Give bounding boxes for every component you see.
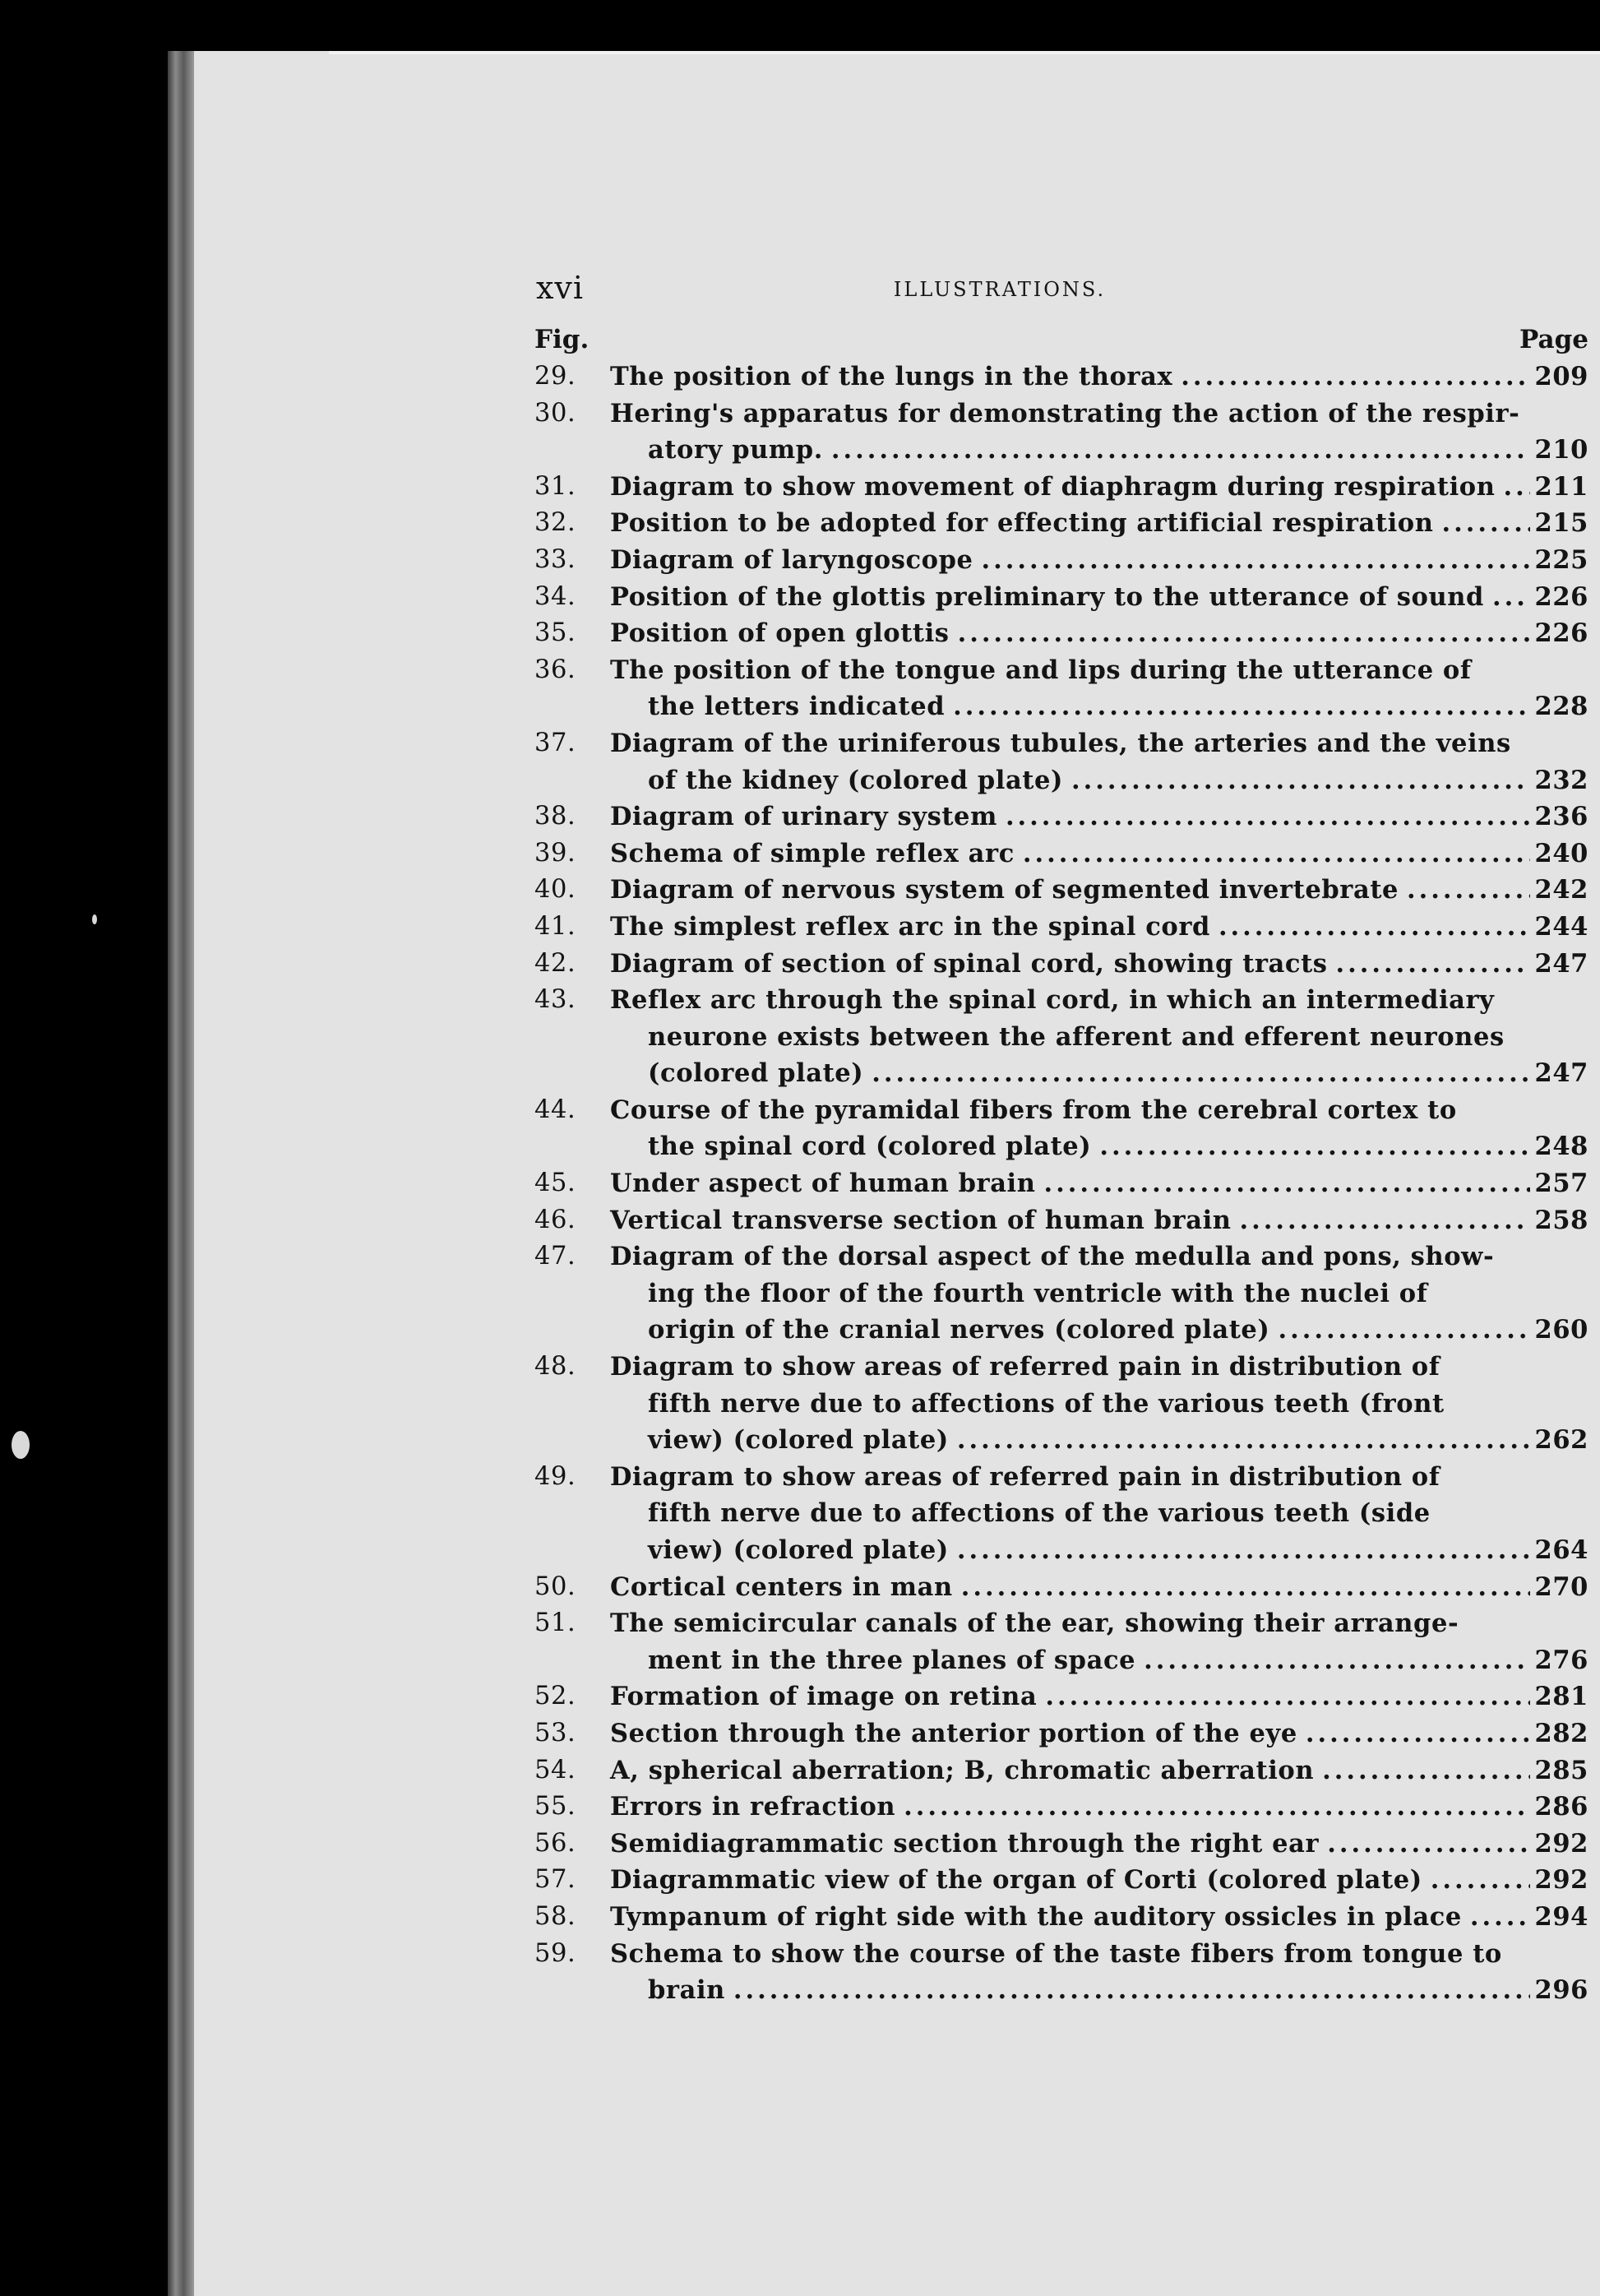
dot-leader	[1327, 1826, 1529, 1863]
caption-text: Errors in refraction	[610, 1792, 896, 1822]
figure-number: 50.	[534, 1572, 576, 1601]
dot-leader	[1407, 872, 1529, 909]
dot-leader	[1240, 1202, 1530, 1239]
page-number: 225	[1534, 544, 1588, 575]
page-number: 211	[1534, 471, 1588, 502]
page-number: 210	[1534, 435, 1588, 465]
caption-text: fifth nerve due to affections of the various teeth (front	[648, 1388, 1445, 1419]
figure-number: 31.	[534, 471, 576, 501]
figure-number: 41.	[534, 911, 576, 941]
caption-text: Section through the anterior portion of the eye	[610, 1718, 1297, 1748]
page-number: 232	[1534, 765, 1588, 795]
fig-column-label: Fig.	[534, 325, 590, 354]
dot-leader	[961, 1569, 1530, 1606]
dot-leader	[1006, 799, 1530, 836]
figure-number: 53.	[534, 1718, 576, 1747]
list-item	[534, 836, 1588, 873]
figure-number: 57.	[534, 1865, 576, 1895]
page-number: 215	[1534, 508, 1588, 539]
caption-line	[610, 1312, 1588, 1349]
caption-text: fifth nerve due to affections of the various teeth (side	[648, 1498, 1431, 1529]
caption-line	[610, 1386, 1588, 1423]
entry-caption	[610, 1349, 1588, 1459]
caption-text: the letters indicated	[648, 692, 946, 722]
page-number: 209	[1534, 362, 1588, 391]
dot-leader	[904, 1789, 1529, 1826]
entry-caption	[610, 1165, 1588, 1202]
caption-line	[610, 1752, 1588, 1789]
caption-text: Schema to show the course of the taste fibers from tongue to	[610, 1938, 1502, 1969]
dot-leader	[958, 615, 1530, 652]
entry-caption	[610, 799, 1588, 836]
list-item	[534, 982, 1588, 1092]
page-number: 240	[1534, 838, 1588, 868]
caption-text: view) (colored plate)	[648, 1535, 949, 1565]
entry-caption	[610, 1752, 1588, 1789]
figure-number: 55.	[534, 1792, 576, 1822]
list-item	[534, 1349, 1588, 1459]
caption-line	[610, 652, 1588, 689]
dot-leader	[1218, 909, 1530, 946]
caption-line	[610, 432, 1588, 469]
list-item	[534, 1202, 1588, 1239]
caption-text: Position of the glottis preliminary to the utterance of sound	[610, 581, 1484, 612]
list-item	[534, 872, 1588, 909]
caption-line	[610, 579, 1588, 616]
entry-caption	[610, 1569, 1588, 1606]
list-item	[534, 1826, 1588, 1863]
dot-leader	[1431, 1862, 1530, 1899]
list-item	[534, 1092, 1588, 1165]
list-item	[534, 505, 1588, 542]
illustration-list	[534, 359, 1588, 2009]
caption-line	[610, 1055, 1588, 1092]
figure-number: 42.	[534, 948, 576, 978]
dot-leader	[1306, 1715, 1530, 1752]
caption-line	[610, 982, 1588, 1019]
page-number: 247	[1534, 948, 1588, 979]
caption-line	[610, 1936, 1588, 1973]
figure-number: 39.	[534, 838, 576, 868]
page-number: 292	[1534, 1828, 1588, 1859]
section-title: ILLUSTRATIONS.	[893, 278, 1107, 301]
entry-caption	[610, 1936, 1588, 2009]
dot-leader	[1045, 1678, 1529, 1715]
list-item	[534, 1752, 1588, 1789]
figure-number: 52.	[534, 1682, 576, 1711]
entry-caption	[610, 1789, 1588, 1826]
caption-text: Reflex arc through the spinal cord, in which an intermediary	[610, 985, 1495, 1016]
page-number: 258	[1534, 1205, 1588, 1235]
entry-caption	[610, 1899, 1588, 1936]
caption-line	[610, 1165, 1588, 1202]
figure-number: 56.	[534, 1828, 576, 1858]
page-top-edge	[329, 51, 1600, 54]
page-number: 285	[1534, 1755, 1588, 1785]
list-item	[534, 1678, 1588, 1715]
caption-line	[610, 836, 1588, 873]
dot-leader	[831, 432, 1530, 469]
dot-leader	[1099, 1128, 1529, 1165]
list-item	[534, 1238, 1588, 1349]
caption-text: Schema of simple reflex arc	[610, 838, 1015, 868]
list-item	[534, 542, 1588, 579]
scan-speck	[12, 1431, 30, 1459]
page-number: 260	[1534, 1315, 1588, 1345]
entry-caption	[610, 505, 1588, 542]
list-item	[534, 1789, 1588, 1826]
list-item	[534, 652, 1588, 725]
dot-leader	[872, 1055, 1529, 1092]
figure-number: 51.	[534, 1609, 576, 1638]
caption-text: origin of the cranial nerves (colored plate)	[648, 1315, 1270, 1345]
caption-text: Diagram of nervous system of segmented invertebrate	[610, 875, 1399, 905]
caption-text: brain	[648, 1975, 725, 2006]
list-item	[534, 1899, 1588, 1936]
page-number: 248	[1534, 1132, 1588, 1162]
figure-number: 48.	[534, 1352, 576, 1382]
caption-text: ing the floor of the fourth ventricle with the nuclei of	[648, 1278, 1428, 1308]
caption-line	[610, 1789, 1588, 1826]
caption-line	[610, 1238, 1588, 1275]
caption-line	[610, 872, 1588, 909]
caption-text: Diagram to show areas of referred pain in distribution of	[610, 1352, 1440, 1382]
caption-line	[610, 1495, 1588, 1532]
caption-line	[610, 762, 1588, 799]
page-number: 236	[1534, 802, 1588, 832]
caption-line	[610, 542, 1588, 579]
list-item	[534, 1459, 1588, 1569]
entry-caption	[610, 615, 1588, 652]
entry-caption	[610, 1862, 1588, 1899]
dot-leader	[957, 1532, 1530, 1569]
list-item	[534, 799, 1588, 836]
page-number: 226	[1534, 618, 1588, 649]
caption-line	[610, 1826, 1588, 1863]
figure-number: 43.	[534, 985, 576, 1015]
dot-leader	[1442, 505, 1530, 542]
dot-leader	[1181, 359, 1529, 396]
running-head	[534, 270, 1588, 316]
caption-text: Formation of image on retina	[610, 1682, 1038, 1712]
caption-line	[610, 725, 1588, 762]
list-item	[534, 909, 1588, 946]
figure-number: 32.	[534, 508, 576, 538]
caption-line	[610, 909, 1588, 946]
caption-line	[610, 946, 1588, 983]
page-number: 228	[1534, 692, 1588, 722]
list-item	[534, 946, 1588, 983]
entry-caption	[610, 1826, 1588, 1863]
entry-caption	[610, 359, 1588, 396]
caption-text: the spinal cord (colored plate)	[648, 1132, 1092, 1162]
page-column-label: Page	[1519, 325, 1588, 354]
caption-line	[610, 1899, 1588, 1936]
entry-caption	[610, 836, 1588, 873]
caption-text: The position of the tongue and lips during the utterance of	[610, 655, 1472, 685]
dot-leader	[1322, 1752, 1529, 1789]
caption-line	[610, 1532, 1588, 1569]
entry-caption	[610, 396, 1588, 469]
dot-leader	[1504, 469, 1530, 506]
page-number: 270	[1534, 1572, 1588, 1602]
caption-line	[610, 1128, 1588, 1165]
list-item	[534, 469, 1588, 506]
figure-number: 58.	[534, 1901, 576, 1931]
dot-leader	[953, 688, 1529, 725]
list-item	[534, 725, 1588, 799]
caption-line	[610, 1019, 1588, 1056]
caption-line	[610, 1862, 1588, 1899]
figure-number: 36.	[534, 655, 576, 684]
caption-text: The position of the lungs in the thorax	[610, 362, 1173, 391]
figure-number: 47.	[534, 1242, 576, 1271]
page-number: 244	[1534, 911, 1588, 942]
dot-leader	[957, 1422, 1530, 1459]
dot-leader	[1144, 1642, 1529, 1679]
entry-caption	[610, 652, 1588, 725]
page-number: 296	[1534, 1975, 1588, 2006]
caption-line	[610, 615, 1588, 652]
entry-caption	[610, 982, 1588, 1092]
dot-leader	[1278, 1312, 1529, 1349]
entry-caption	[610, 872, 1588, 909]
caption-text: Diagram to show movement of diaphragm during respiration	[610, 471, 1496, 502]
caption-text: Cortical centers in man	[610, 1572, 953, 1602]
page-number: 262	[1534, 1425, 1588, 1456]
entry-caption	[610, 1605, 1588, 1678]
caption-text: A, spherical aberration; B, chromatic aberration	[610, 1755, 1315, 1785]
caption-line	[610, 1605, 1588, 1642]
caption-text: Course of the pyramidal fibers from the cerebral cortex to	[610, 1095, 1457, 1125]
caption-line	[610, 505, 1588, 542]
page-number: 286	[1534, 1792, 1588, 1822]
list-item	[534, 1862, 1588, 1899]
entry-caption	[610, 909, 1588, 946]
page-number: 247	[1534, 1058, 1588, 1089]
dot-leader	[733, 1972, 1530, 2009]
caption-line	[610, 1459, 1588, 1496]
caption-line	[610, 1715, 1588, 1752]
column-headings	[534, 321, 1588, 359]
dot-leader	[1044, 1165, 1530, 1202]
caption-text: Diagrammatic view of the organ of Corti (colored plate)	[610, 1865, 1422, 1896]
caption-line	[610, 799, 1588, 836]
figure-number: 30.	[534, 398, 576, 428]
entry-caption	[610, 1202, 1588, 1239]
caption-text: Hering's apparatus for demonstrating the action of the respir-	[610, 398, 1520, 428]
figure-number: 35.	[534, 618, 576, 648]
caption-text: The semicircular canals of the ear, showing their arrange-	[610, 1609, 1459, 1639]
entry-caption	[610, 469, 1588, 506]
dot-leader	[1023, 836, 1530, 873]
figure-number: 54.	[534, 1755, 576, 1784]
page-number: 282	[1534, 1718, 1588, 1748]
caption-line	[610, 1092, 1588, 1129]
illustrations-list-page	[534, 270, 1588, 2009]
entry-caption	[610, 1678, 1588, 1715]
list-item	[534, 1569, 1588, 1606]
entry-caption	[610, 579, 1588, 616]
caption-text: (colored plate)	[648, 1058, 864, 1089]
page-number: 257	[1534, 1169, 1588, 1199]
figure-number: 49.	[534, 1461, 576, 1491]
page-number: 292	[1534, 1865, 1588, 1896]
entry-caption	[610, 725, 1588, 799]
entry-caption	[610, 1238, 1588, 1349]
list-item	[534, 1165, 1588, 1202]
caption-line	[610, 1678, 1588, 1715]
entry-caption	[610, 1459, 1588, 1569]
caption-line	[610, 469, 1588, 506]
dot-leader	[1492, 579, 1530, 616]
caption-text: Vertical transverse section of human brain	[610, 1205, 1232, 1235]
caption-line	[610, 359, 1588, 396]
caption-text: Tympanum of right side with the auditory ossicles in place	[610, 1901, 1462, 1932]
list-item	[534, 615, 1588, 652]
figure-number: 38.	[534, 802, 576, 831]
entry-caption	[610, 1092, 1588, 1165]
figure-number: 34.	[534, 581, 576, 611]
list-item	[534, 1715, 1588, 1752]
caption-text: Diagram of section of spinal cord, showing tracts	[610, 948, 1328, 979]
caption-line	[610, 1202, 1588, 1239]
dot-leader	[1336, 946, 1530, 983]
caption-line	[610, 396, 1588, 433]
caption-text: Diagram of urinary system	[610, 802, 997, 832]
book-spine-edge	[168, 51, 194, 2296]
caption-text: ment in the three planes of space	[648, 1645, 1136, 1675]
figure-number: 45.	[534, 1169, 576, 1198]
figure-number: 59.	[534, 1938, 576, 1968]
list-item	[534, 396, 1588, 469]
entry-caption	[610, 1715, 1588, 1752]
page-number: 242	[1534, 875, 1588, 905]
figure-number: 37.	[534, 728, 576, 757]
caption-text: view) (colored plate)	[648, 1425, 949, 1456]
figure-number: 40.	[534, 875, 576, 905]
caption-text: of the kidney (colored plate)	[648, 765, 1064, 795]
caption-line	[610, 1642, 1588, 1679]
caption-text: atory pump.	[648, 435, 823, 465]
caption-text: Position to be adopted for effecting artificial respiration	[610, 508, 1434, 539]
dot-leader	[1470, 1899, 1530, 1936]
page-number: 276	[1534, 1645, 1588, 1675]
page-number: 281	[1534, 1682, 1588, 1712]
caption-line	[610, 1972, 1588, 2009]
caption-text: neurone exists between the afferent and efferent neurones	[648, 1021, 1505, 1052]
scan-speck	[92, 914, 97, 924]
caption-line	[610, 1569, 1588, 1606]
caption-text: Diagram to show areas of referred pain in distribution of	[610, 1461, 1440, 1492]
caption-line	[610, 688, 1588, 725]
figure-number: 29.	[534, 362, 576, 391]
caption-text: Under aspect of human brain	[610, 1169, 1036, 1199]
figure-number: 46.	[534, 1205, 576, 1234]
caption-text: Diagram of the dorsal aspect of the medulla and pons, show-	[610, 1242, 1495, 1272]
dot-leader	[982, 542, 1530, 579]
figure-number: 44.	[534, 1095, 576, 1124]
caption-text: Semidiagrammatic section through the right ear	[610, 1828, 1320, 1859]
list-item	[534, 1936, 1588, 2009]
entry-caption	[610, 542, 1588, 579]
page-folio: xvi	[536, 270, 585, 306]
caption-text: Diagram of the uriniferous tubules, the arteries and the veins	[610, 728, 1511, 758]
caption-text: The simplest reflex arc in the spinal cord	[610, 911, 1210, 942]
entry-caption	[610, 946, 1588, 983]
caption-line	[610, 1275, 1588, 1312]
dot-leader	[1071, 762, 1530, 799]
page-number: 226	[1534, 581, 1588, 612]
list-item	[534, 359, 1588, 396]
page-number: 264	[1534, 1535, 1588, 1565]
list-item	[534, 579, 1588, 616]
caption-line	[610, 1349, 1588, 1386]
list-item	[534, 1605, 1588, 1678]
caption-text: Diagram of laryngoscope	[610, 544, 973, 575]
caption-line	[610, 1422, 1588, 1459]
page-number: 294	[1534, 1901, 1588, 1932]
figure-number: 33.	[534, 544, 576, 574]
caption-text: Position of open glottis	[610, 618, 950, 649]
